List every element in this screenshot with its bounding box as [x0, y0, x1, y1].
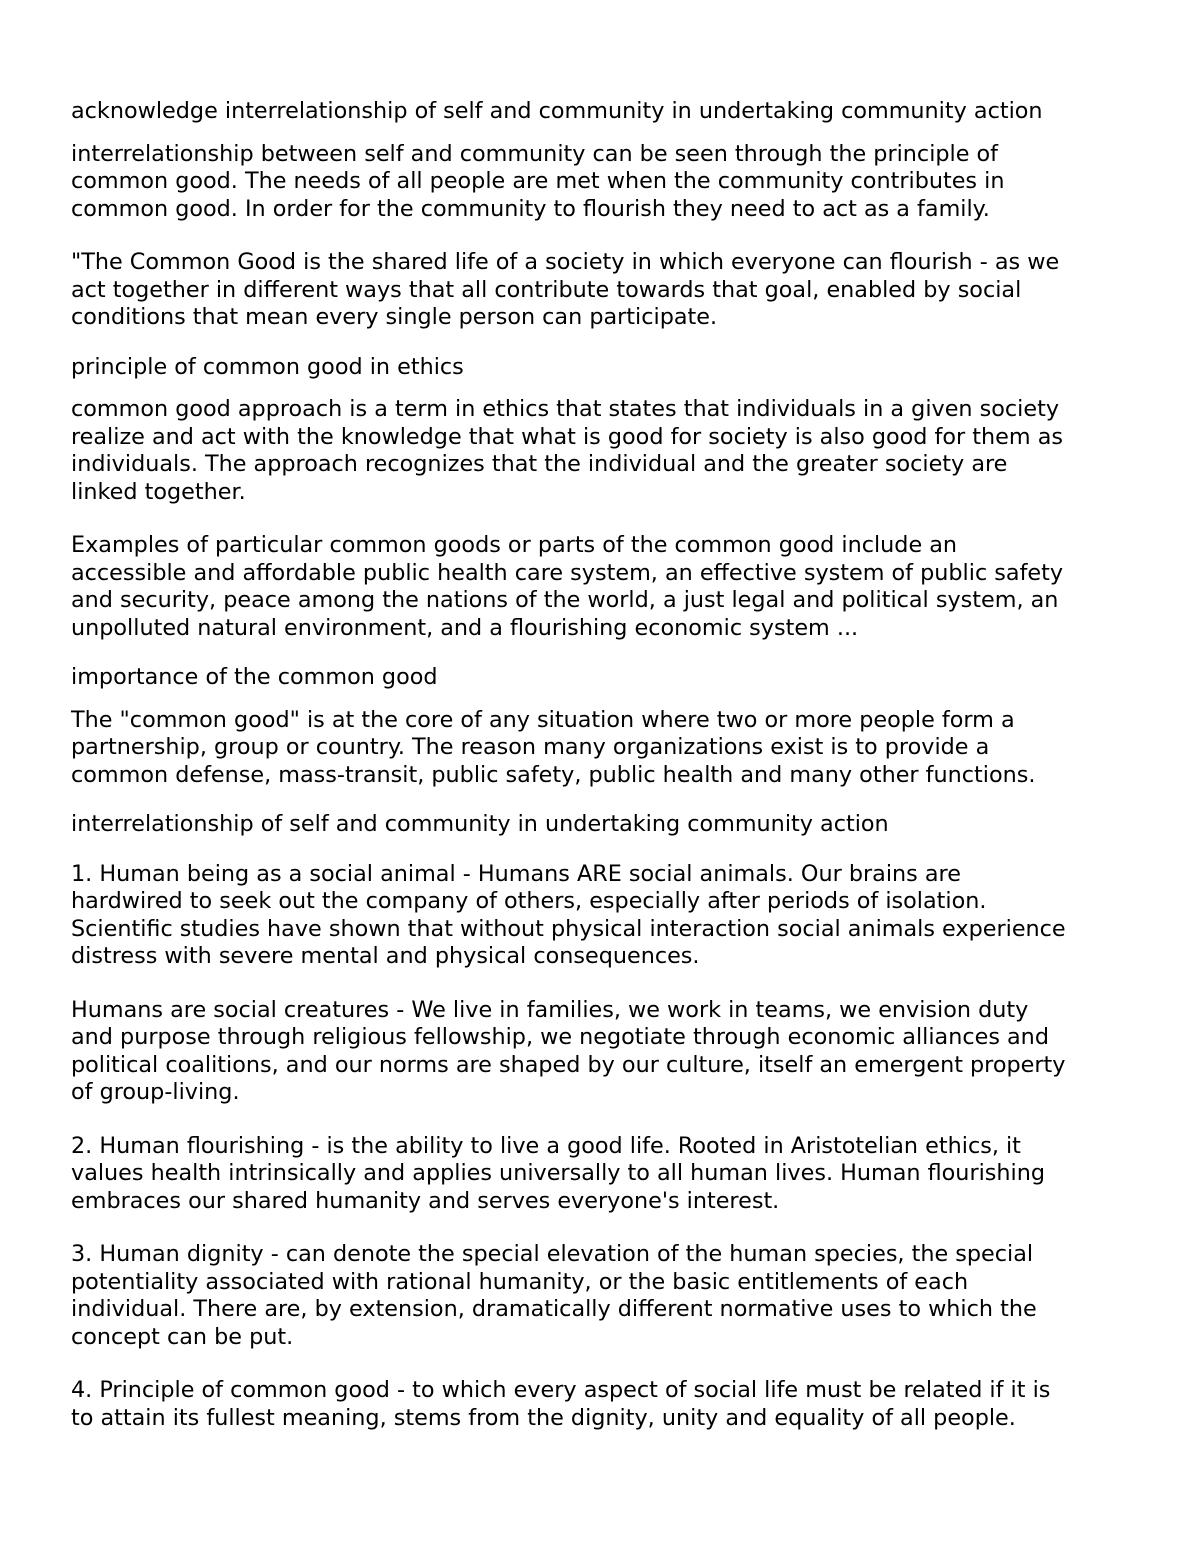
paragraph-human-flourishing: 2. Human flourishing - is the ability to live a good life. Rooted in Aristotelian ethics, it values health intrinsically and applies universally to all human lives. Human flourishing embraces our shared humanity and serves everyone's interest. [71, 1132, 1046, 1214]
paragraph-interrelationship-intro: interrelationship between self and community can be seen through the principle of common good. The needs of all people are met when the community contributes in common good. In order for the community to flourish they need to act as a family. [71, 140, 1005, 222]
paragraph-common-good-approach: common good approach is a term in ethics that states that individuals in a given society realize and act with the knowledge that what is good for society is also good for them as individuals. The approach recognizes that the individual and the greater society are linked together. [71, 396, 1063, 505]
paragraph-social-creatures: Humans are social creatures - We live in families, we work in teams, we envision duty and purpose through religious fellowship, we negotiate through economic alliances and political coalitions, and our norms are shaped by our culture, itself an emergent property of group-living. [71, 996, 1066, 1105]
paragraph-human-dignity: 3. Human dignity - can denote the special elevation of the human species, the special potentiality associated with rational humanity, or the basic entitlements of each individual. There are, by extension, dramatically different normative uses to which the concept can be put. [71, 1241, 1037, 1350]
heading-interrelationship-community-action: interrelationship of self and community in undertaking community action [71, 811, 889, 837]
heading-acknowledge-interrelationship: acknowledge interrelationship of self and community in undertaking community action [71, 98, 1043, 124]
paragraph-common-good-core: The "common good" is at the core of any situation where two or more people form a partnership, group or country. The reason many organizations exist is to provide a common defense, mass-transit, public safety, public health and many other functions. [71, 706, 1036, 788]
paragraph-principle-common-good: 4. Principle of common good - to which every aspect of social life must be related if it is to attain its fullest meaning, stems from the dignity, unity and equality of all people. [71, 1377, 1051, 1431]
paragraph-common-good-quote: "The Common Good is the shared life of a society in which everyone can flourish - as we act together in different ways that all contribute towards that goal, enabled by social conditions that mean every single person can participate. [71, 249, 1060, 330]
heading-importance-common-good: importance of the common good [71, 664, 438, 690]
document-page [71, 98, 1146, 1458]
paragraph-common-good-examples: Examples of particular common goods or parts of the common good include an accessible and affordable public health care system, an effective system of public safety and security, peace among the nations of the world, a just legal and political system, an unpolluted natural environment, and a flourishing economic system ... [71, 532, 1064, 641]
paragraph-social-animal: 1. Human being as a social animal - Humans ARE social animals. Our brains are hardwired to seek out the company of others, especially after periods of isolation. Scientific studies have shown that without physical interaction social animals experience distress with severe mental and physical consequences. [71, 860, 1066, 969]
heading-principle-common-good-ethics: principle of common good in ethics [71, 353, 464, 380]
